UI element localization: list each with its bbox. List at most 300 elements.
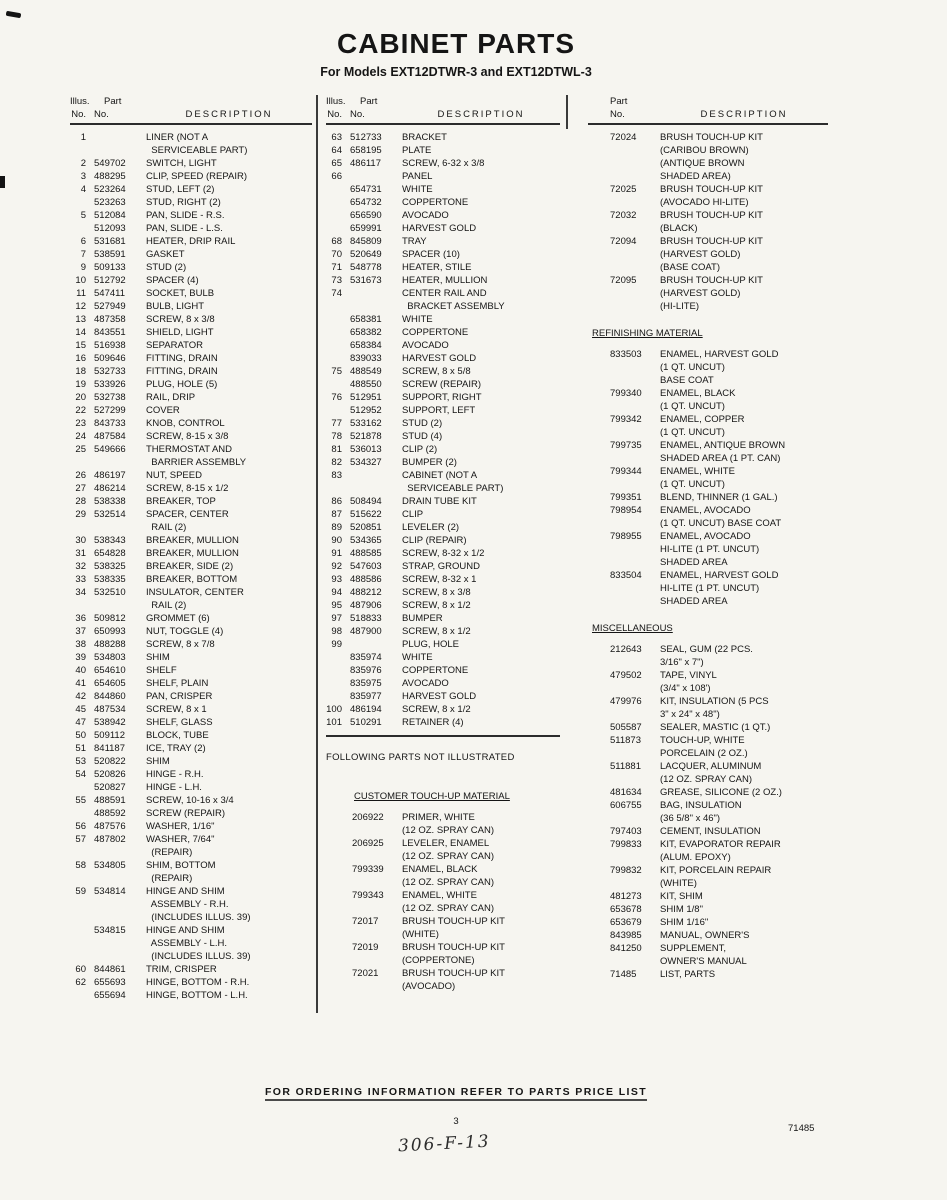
table-row (326, 612, 560, 625)
illus-cell: 39 (75, 652, 86, 663)
illus-cell: 95 (331, 600, 342, 611)
desc-cell: HEATER, MULLION (402, 275, 488, 286)
part-cell: 845809 (350, 236, 382, 247)
table-row (326, 703, 560, 716)
part-cell: 549666 (94, 444, 126, 455)
table-row (326, 638, 560, 651)
part-cell (610, 773, 660, 786)
desc-cell: RAIL, DRIP (146, 392, 196, 403)
table-row (610, 543, 828, 556)
desc-cell: BREAKER, SIDE (2) (146, 561, 234, 572)
part-cell: 797403 (610, 826, 642, 837)
illus-cell: 9 (80, 262, 86, 273)
desc-cell: SHELF, PLAIN (146, 678, 209, 689)
table-row (610, 838, 828, 851)
part-cell (94, 144, 146, 157)
desc-cell: PAN, SLIDE - L.S. (146, 223, 223, 234)
part-cell: 798955 (610, 531, 642, 542)
part-cell: 835975 (350, 678, 382, 689)
table-row (610, 582, 828, 595)
desc-cell: AVOCADO (402, 340, 449, 351)
desc-cell: PRIMER, WHITE (402, 812, 475, 823)
part-cell: 533926 (94, 379, 126, 390)
table-row (70, 599, 312, 612)
table-row (610, 569, 828, 582)
table-row (352, 850, 560, 863)
part-cell (350, 287, 402, 300)
table-row (70, 898, 312, 911)
desc-cell: BRACKET ASSEMBLY (402, 301, 505, 312)
part-cell: 798954 (610, 505, 642, 516)
table2-bottom-rule (326, 735, 560, 737)
desc-cell: SEALER, MASTIC (1 QT.) (660, 722, 771, 733)
illus-cell: 13 (75, 314, 86, 325)
illus-cell: 63 (331, 132, 342, 143)
desc-cell: ENAMEL, HARVEST GOLD (660, 349, 779, 360)
table-row (610, 786, 828, 799)
illus-cell (70, 222, 94, 235)
part-cell: 212643 (610, 644, 642, 655)
illus-cell: 60 (75, 964, 86, 975)
part-cell: 72094 (610, 236, 637, 247)
table-row (70, 924, 312, 937)
part-cell: 488212 (350, 587, 382, 598)
header-description-label: DESCRIPTION (437, 109, 525, 120)
part-cell (610, 708, 660, 721)
desc-cell: SCREW, 8 x 1/2 (402, 704, 471, 715)
illus-cell (70, 196, 94, 209)
desc-cell: AVOCADO (402, 678, 449, 689)
desc-cell: COVER (146, 405, 180, 416)
table-row (610, 274, 828, 287)
parts-table-1 (70, 95, 312, 1002)
part-cell: 488288 (94, 639, 126, 650)
illus-cell: 53 (75, 756, 86, 767)
illus-cell: 51 (75, 743, 86, 754)
table-row (70, 469, 312, 482)
part-cell: 481634 (610, 787, 642, 798)
table-row (326, 157, 560, 170)
part-cell (610, 426, 660, 439)
table-row (352, 954, 560, 967)
part-cell (610, 261, 660, 274)
illus-cell (326, 183, 350, 196)
illus-cell: 40 (75, 665, 86, 676)
illus-cell: 20 (75, 392, 86, 403)
desc-cell: STUD (4) (402, 431, 443, 442)
desc-cell: INSULATOR, CENTER (146, 587, 244, 598)
desc-cell: HEATER, STILE (402, 262, 472, 273)
header-illus-label: Illus. (326, 96, 346, 107)
desc-cell: DRAIN TUBE KIT (402, 496, 477, 507)
part-cell (352, 980, 402, 993)
desc-cell: MANUAL, OWNER'S (660, 930, 750, 941)
illus-cell (70, 456, 94, 469)
illus-cell: 34 (75, 587, 86, 598)
part-cell: 479502 (610, 670, 642, 681)
desc-cell: (1 QT. UNCUT) BASE COAT (660, 518, 782, 529)
table-row (610, 942, 828, 955)
illus-cell (70, 144, 94, 157)
part-cell: 505587 (610, 722, 642, 733)
illus-cell: 10 (75, 275, 86, 286)
part-cell: 509646 (94, 353, 126, 364)
desc-cell: CEMENT, INSULATION (660, 826, 761, 837)
illus-cell: 37 (75, 626, 86, 637)
part-cell: 488585 (350, 548, 382, 559)
table-row (70, 820, 312, 833)
ordering-info-note (70, 1086, 842, 1098)
table-row (610, 669, 828, 682)
part-cell: 523263 (94, 197, 126, 208)
part-cell: 72017 (352, 916, 379, 927)
desc-cell: HARVEST GOLD (402, 353, 477, 364)
desc-cell: ENAMEL, COPPER (660, 414, 745, 425)
illus-cell: 5 (80, 210, 86, 221)
desc-cell: STUD, LEFT (2) (146, 184, 215, 195)
desc-cell: ENAMEL, BLACK (402, 864, 478, 875)
table-row (70, 690, 312, 703)
desc-cell: SCREW, 6-32 x 3/8 (402, 158, 485, 169)
table-row (610, 812, 828, 825)
table-row (352, 980, 560, 993)
part-cell: 510291 (350, 717, 382, 728)
part-cell: 534327 (350, 457, 382, 468)
table-row (70, 586, 312, 599)
part-cell: 799351 (610, 492, 642, 503)
desc-cell: (WHITE) (660, 878, 697, 889)
table-row (610, 530, 828, 543)
part-cell: 799342 (610, 414, 642, 425)
part-cell (610, 595, 660, 608)
table-row (70, 521, 312, 534)
part-cell: 799833 (610, 839, 642, 850)
part-cell: 532738 (94, 392, 126, 403)
part-cell (352, 928, 402, 941)
illus-cell: 27 (75, 483, 86, 494)
table-row (70, 781, 312, 794)
desc-cell: (HARVEST GOLD) (660, 249, 741, 260)
desc-cell: GROMMET (6) (146, 613, 210, 624)
desc-cell: (12 OZ. SPRAY CAN) (402, 851, 495, 862)
table-row (610, 196, 828, 209)
illus-cell: 62 (75, 977, 86, 988)
table-row (610, 721, 828, 734)
scan-artifact (0, 176, 5, 188)
illus-cell: 100 (326, 704, 342, 715)
part-cell: 843985 (610, 930, 642, 941)
table-row (70, 508, 312, 521)
table-row (70, 352, 312, 365)
desc-cell: BREAKER, BOTTOM (146, 574, 238, 585)
desc-cell: BAG, INSULATION (660, 800, 742, 811)
desc-cell: HI-LITE (1 PT. UNCUT) (660, 583, 760, 594)
part-cell: 654732 (350, 197, 382, 208)
part-cell: 538343 (94, 535, 126, 546)
desc-cell: (HARVEST GOLD) (660, 288, 741, 299)
desc-cell: SHELF, GLASS (146, 717, 213, 728)
table-row (326, 131, 560, 144)
illus-cell: 86 (331, 496, 342, 507)
part-cell: 659991 (350, 223, 382, 234)
illus-cell: 19 (75, 379, 86, 390)
desc-cell: LINER (NOT A (146, 132, 209, 143)
desc-cell: SCREW, 8-32 x 1 (402, 574, 477, 585)
desc-cell: (12 OZ. SPRAY CAN) (402, 903, 495, 914)
table-row (70, 183, 312, 196)
desc-cell: (INCLUDES ILLUS. 39) (146, 912, 251, 923)
desc-cell: SCREW, 8-15 x 3/8 (146, 431, 229, 442)
desc-cell: SHIM 1/8" (660, 904, 703, 915)
illus-cell: 28 (75, 496, 86, 507)
part-cell: 488586 (350, 574, 382, 585)
part-cell (610, 248, 660, 261)
illus-cell: 99 (331, 639, 342, 650)
illus-cell: 2 (80, 158, 86, 169)
desc-cell: BRUSH TOUCH-UP KIT (660, 236, 763, 247)
illus-cell (326, 664, 350, 677)
desc-cell: KNOB, CONTROL (146, 418, 225, 429)
part-cell (610, 556, 660, 569)
desc-cell: (REPAIR) (146, 847, 193, 858)
column-divider-1 (316, 95, 318, 1013)
desc-cell: CLIP (REPAIR) (402, 535, 467, 546)
illus-cell (70, 599, 94, 612)
illus-cell: 26 (75, 470, 86, 481)
part-cell: 534815 (94, 925, 126, 936)
part-cell: 532733 (94, 366, 126, 377)
table-row (70, 404, 312, 417)
part-cell: 835977 (350, 691, 382, 702)
table-row (610, 452, 828, 465)
part-cell: 511873 (610, 735, 641, 746)
page-title: CABINET PARTS (336, 28, 576, 59)
illus-cell: 59 (75, 886, 86, 897)
desc-cell: KIT, SHIM (660, 891, 703, 902)
desc-cell: SCREW (REPAIR) (402, 379, 481, 390)
table-row (326, 287, 560, 300)
desc-cell: COPPERTONE (402, 665, 469, 676)
part-cell: 538591 (94, 249, 126, 260)
table-row (326, 339, 560, 352)
illus-cell (326, 222, 350, 235)
illus-cell: 23 (75, 418, 86, 429)
desc-cell: BUMPER (2) (402, 457, 457, 468)
table-row (326, 274, 560, 287)
desc-cell: BRUSH TOUCH-UP KIT (402, 968, 505, 979)
illus-cell (326, 482, 350, 495)
desc-cell: 3" x 24" x 48") (660, 709, 720, 720)
part-cell: 487576 (94, 821, 126, 832)
part-cell: 536013 (350, 444, 382, 455)
illus-cell (70, 924, 94, 937)
desc-cell: PAN, SLIDE - R.S. (146, 210, 225, 221)
table-row (70, 846, 312, 859)
part-cell: 531673 (350, 275, 382, 286)
part-cell (610, 222, 660, 235)
table-row (70, 976, 312, 989)
header-no-label: No. (610, 109, 625, 120)
table-row (326, 430, 560, 443)
desc-cell: (CARIBOU BROWN) (660, 145, 749, 156)
part-cell (350, 482, 402, 495)
table-row (70, 326, 312, 339)
part-cell: 520851 (350, 522, 382, 533)
part-cell: 71485 (610, 969, 637, 980)
desc-cell: HI-LITE (1 PT. UNCUT) (660, 544, 760, 555)
table-row (326, 378, 560, 391)
illus-cell (326, 326, 350, 339)
part-cell: 799832 (610, 865, 642, 876)
desc-cell: SCREW, 8 x 7/8 (146, 639, 215, 650)
part-cell: 488549 (350, 366, 382, 377)
desc-cell: (1 QT. UNCUT) (660, 362, 725, 373)
illus-cell (326, 300, 350, 313)
illus-cell (326, 690, 350, 703)
table-row (326, 586, 560, 599)
part-cell: 486117 (350, 158, 381, 169)
desc-cell: (ANTIQUE BROWN (660, 158, 745, 169)
header-rule (588, 123, 828, 125)
part-cell: 520649 (350, 249, 382, 260)
desc-cell: PAN, CRISPER (146, 691, 213, 702)
desc-cell: WHITE (402, 314, 433, 325)
desc-cell: PANEL (402, 171, 433, 182)
part-cell: 844861 (94, 964, 126, 975)
desc-cell: SCREW, 8 x 1/2 (402, 600, 471, 611)
table-row (610, 348, 828, 361)
part-cell: 509133 (94, 262, 126, 273)
desc-cell: BRUSH TOUCH-UP KIT (660, 132, 763, 143)
table-row (70, 716, 312, 729)
illus-cell: 47 (75, 717, 86, 728)
desc-cell: CENTER RAIL AND (402, 288, 487, 299)
table-row (70, 300, 312, 313)
page-content (70, 0, 842, 1002)
part-cell: 487802 (94, 834, 126, 845)
part-cell: 479976 (610, 696, 642, 707)
desc-cell: PLATE (402, 145, 432, 156)
desc-cell: HINGE - L.H. (146, 782, 202, 793)
illus-cell: 4 (80, 184, 86, 195)
illus-cell: 71 (331, 262, 342, 273)
part-cell: 520827 (94, 782, 126, 793)
desc-cell: ASSEMBLY - L.H. (146, 938, 227, 949)
desc-cell: SCREW, 8 x 5/8 (402, 366, 471, 377)
table-row (610, 929, 828, 942)
part-cell: 549702 (94, 158, 126, 169)
desc-cell: (ALUM. EPOXY) (660, 852, 731, 863)
desc-cell: (INCLUDES ILLUS. 39) (146, 951, 251, 962)
desc-cell: SCREW, 8-15 x 1/2 (146, 483, 229, 494)
part-cell: 650993 (94, 626, 126, 637)
illus-cell: 11 (76, 288, 86, 299)
table-row (70, 560, 312, 573)
miscellaneous-table (588, 643, 828, 981)
part-cell: 843551 (94, 327, 126, 338)
part-cell (94, 950, 146, 963)
part-cell: 488295 (94, 171, 126, 182)
part-cell: 547603 (350, 561, 382, 572)
illus-cell: 82 (331, 457, 342, 468)
part-cell: 534805 (94, 860, 126, 871)
illus-cell: 101 (326, 717, 342, 728)
illus-cell (326, 313, 350, 326)
desc-cell: (HI-LITE) (660, 301, 700, 312)
part-cell (94, 872, 146, 885)
table1-header (70, 95, 312, 125)
table-row (70, 729, 312, 742)
illus-cell: 70 (331, 249, 342, 260)
desc-cell: (AVOCADO) (402, 981, 456, 992)
form-number: 71485 (788, 1123, 815, 1134)
desc-cell: SHADED AREA) (660, 171, 731, 182)
table-row (610, 773, 828, 786)
part-cell: 523264 (94, 184, 126, 195)
table-row (610, 695, 828, 708)
table-row (610, 864, 828, 877)
header-description-label: DESCRIPTION (700, 109, 788, 120)
desc-cell: BASE COAT (660, 375, 714, 386)
part-cell: 527949 (94, 301, 126, 312)
desc-cell: (REPAIR) (146, 873, 193, 884)
part-cell: 516938 (94, 340, 126, 351)
illus-cell: 81 (331, 444, 342, 455)
part-cell: 658382 (350, 327, 382, 338)
illus-cell: 50 (75, 730, 86, 741)
table-row (610, 261, 828, 274)
part-cell (610, 374, 660, 387)
table-row (610, 517, 828, 530)
desc-cell: LIST, PARTS (660, 969, 716, 980)
table-row (326, 469, 560, 482)
table-row (70, 157, 312, 170)
desc-cell: AVOCADO (402, 210, 449, 221)
illus-cell: 55 (75, 795, 86, 806)
illus-cell: 33 (75, 574, 86, 585)
desc-cell: STUD (2) (402, 418, 443, 429)
desc-cell: TRIM, CRISPER (146, 964, 217, 975)
part-cell: 487358 (94, 314, 126, 325)
desc-cell: LACQUER, ALUMINUM (660, 761, 762, 772)
table-row (610, 300, 828, 313)
desc-cell: SERVICEABLE PART) (146, 145, 248, 156)
scan-artifact (6, 11, 22, 19)
part-cell: 487584 (94, 431, 126, 442)
illus-cell (70, 521, 94, 534)
table-row (326, 222, 560, 235)
desc-cell: (12 OZ. SPRAY CAN) (402, 825, 495, 836)
table-row (70, 417, 312, 430)
table-row (326, 547, 560, 560)
part-cell (610, 478, 660, 491)
part-cell: 512952 (350, 405, 382, 416)
table-row (610, 144, 828, 157)
table-row (70, 365, 312, 378)
illus-cell (70, 781, 94, 794)
part-cell: 654605 (94, 678, 126, 689)
part-cell (610, 682, 660, 695)
parts-table-2 (312, 95, 560, 1002)
table-row (326, 417, 560, 430)
table-row (326, 365, 560, 378)
illus-cell: 54 (75, 769, 86, 780)
illus-cell: 42 (75, 691, 86, 702)
table-row (352, 811, 560, 824)
part-cell: 532510 (94, 587, 126, 598)
part-cell (94, 131, 146, 144)
header-no-label: No. (94, 109, 109, 120)
